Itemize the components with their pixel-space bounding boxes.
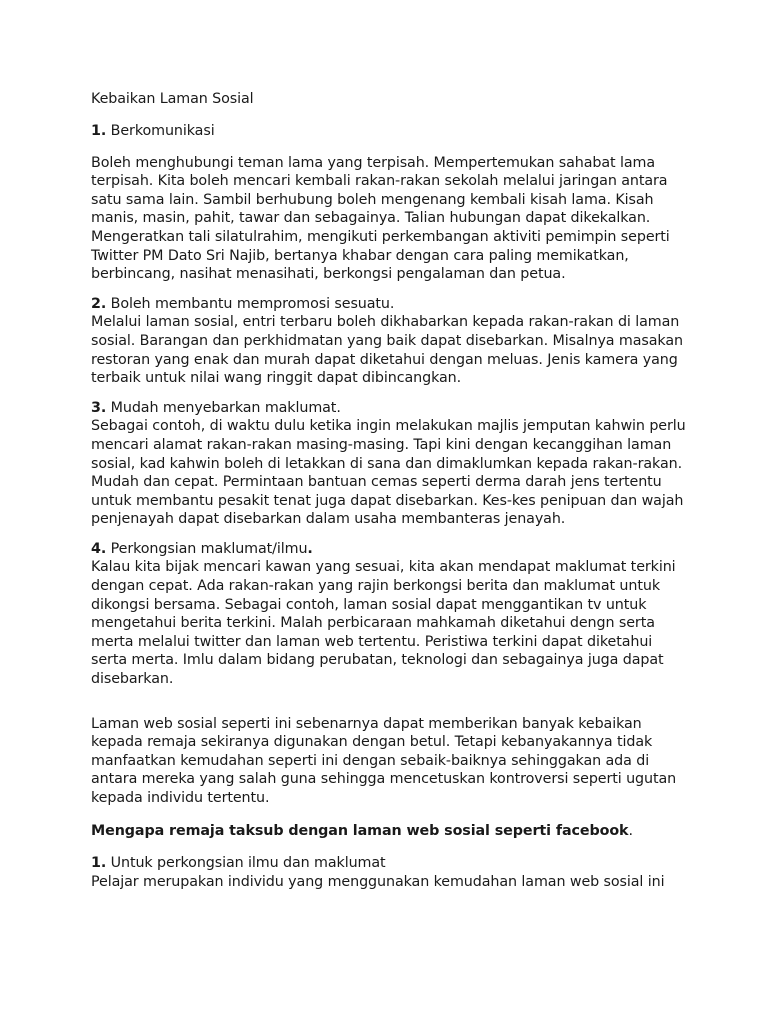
paragraph-line: manfaatkan kemudahan seperti ini dengan sebaik-baiknya sehinggakan ada di bbox=[91, 752, 650, 769]
paragraph-line: Pelajar merupakan individu yang menggunakan kemudahan laman web sosial ini bbox=[91, 873, 665, 890]
question-end: . bbox=[628, 822, 633, 839]
paragraph-line: Twitter PM Dato Sri Najib, bertanya khabar dengan cara paling memikatkan, bbox=[91, 247, 629, 264]
paragraph-line: dengan cepat. Ada rakan-rakan yang rajin berkongsi berita dan maklumat untuk bbox=[91, 578, 660, 595]
spacer bbox=[91, 808, 691, 822]
spacer bbox=[91, 141, 691, 154]
section-heading-text: Boleh membantu mempromosi sesuatu. bbox=[106, 295, 395, 312]
paragraph-line: dikongsi bersama. Sebagai contoh, laman sosial dapat menggantikan tv untuk bbox=[91, 596, 647, 613]
section-heading-5 bbox=[91, 854, 691, 873]
paragraph-line: satu sama lain. Sambil berhubung boleh mengenang kembali kisah lama. Kisah bbox=[91, 191, 654, 208]
paragraph-line: berbincang, nasihat menasihati, berkongsi pengalaman dan petua. bbox=[91, 266, 566, 283]
section-heading-text: Untuk perkongsian ilmu dan maklumat bbox=[106, 855, 386, 872]
section-heading-end: . bbox=[307, 540, 313, 557]
paragraph-line: penjenayah dapat disebarkan dalam usaha membanteras jenayah. bbox=[91, 511, 566, 528]
document-title: Kebaikan Laman Sosial bbox=[91, 91, 254, 107]
paragraph-line: serta merta. Imlu dalam bidang perubatan, teknologi dan sebagainya juga dapat bbox=[91, 652, 664, 669]
paragraph-line: Kalau kita bijak mencari kawan yang sesuai, kita akan mendapat maklumat terkini bbox=[91, 559, 676, 576]
paragraph-line: antara mereka yang salah guna sehingga mencetuskan kontroversi seperti ugutan bbox=[91, 771, 677, 788]
spacer bbox=[91, 840, 691, 854]
paragraph-line: restoran yang enak dan murah dapat diketahui dengan meluas. Jenis kamera yang bbox=[91, 351, 678, 368]
paragraph-line: merta melalui twitter dan laman web tertentu. Peristiwa terkini dapat diketahui bbox=[91, 633, 653, 650]
paragraph-line: mencari alamat rakan-rakan masing-masing. Tapi kini dengan kecanggihan laman bbox=[91, 436, 672, 453]
paragraph-line: terbaik untuk nilai wang ringgit dapat dibincangkan. bbox=[91, 370, 462, 387]
spacer bbox=[91, 109, 691, 122]
paragraph-line: terpisah. Kita boleh mencari kembali rakan-rakan sekolah melalui jaringan antara bbox=[91, 173, 668, 190]
section-heading-text: Berkomunikasi bbox=[106, 123, 215, 139]
paragraph-line: manis, masin, pahit, tawar dan sebagainya. Talian hubungan dapat dikekalkan. bbox=[91, 210, 651, 227]
section-heading-text: Perkongsian maklumat/ilmu bbox=[106, 540, 308, 557]
spacer bbox=[91, 284, 691, 295]
paragraph-line: kepada remaja sekiranya digunakan dengan betul. Tetapi kebanyakannya tidak bbox=[91, 734, 653, 751]
paragraph-line: Laman web sosial seperti ini sebenarnya dapat memberikan banyak kebaikan bbox=[91, 715, 642, 732]
section-number: 1. bbox=[91, 123, 107, 139]
question-text: Mengapa remaja taksub dengan laman web sosial seperti facebook bbox=[91, 822, 629, 839]
section-number: 4. bbox=[91, 540, 107, 557]
paragraph-line: sosial, kad kahwin boleh di letakkan di sana dan dimaklumkan kepada rakan-rakan. bbox=[91, 455, 683, 472]
paragraph-line: untuk membantu pesakit tenat juga dapat disebarkan. Kes-kes penipuan dan wajah bbox=[91, 492, 684, 509]
section-heading-1 bbox=[91, 122, 691, 141]
section-number: 3. bbox=[91, 399, 107, 416]
section-heading-3 bbox=[91, 399, 691, 418]
document-page bbox=[91, 90, 691, 891]
paragraph-line: Boleh menghubungi teman lama yang terpisah. Mempertemukan sahabat lama bbox=[91, 154, 655, 171]
question-heading bbox=[91, 822, 691, 841]
paragraph-line: Mudah dan cepat. Permintaan bantuan cemas seperti derma darah jens tertentu bbox=[91, 474, 662, 491]
paragraph-line: Mengeratkan tali silatulrahim, mengikuti perkembangan aktiviti pemimpin seperti bbox=[91, 228, 670, 245]
spacer bbox=[91, 388, 691, 399]
paragraph-line: kepada individu tertentu. bbox=[91, 790, 270, 806]
section-number: 1. bbox=[91, 855, 107, 872]
section-heading-text: Mudah menyebarkan maklumat. bbox=[106, 399, 341, 416]
paragraph-line: sosial. Barangan dan perkhidmatan yang baik dapat disebarkan. Misalnya masakan bbox=[91, 332, 683, 349]
paragraph-line: Sebagai contoh, di waktu dulu ketika ingin melakukan majlis jemputan kahwin perlu bbox=[91, 418, 686, 435]
section-heading-4 bbox=[91, 540, 691, 559]
paragraph-line: mengetahui berita terkini. Malah perbicaraan mahkamah diketahui dengn serta bbox=[91, 615, 655, 632]
spacer bbox=[91, 689, 691, 715]
spacer bbox=[91, 529, 691, 540]
section-number: 2. bbox=[91, 295, 107, 312]
paragraph-line: disebarkan. bbox=[91, 671, 174, 688]
paragraph-line: Melalui laman sosial, entri terbaru boleh dikhabarkan kepada rakan-rakan di laman bbox=[91, 314, 680, 331]
section-heading-2 bbox=[91, 295, 691, 314]
